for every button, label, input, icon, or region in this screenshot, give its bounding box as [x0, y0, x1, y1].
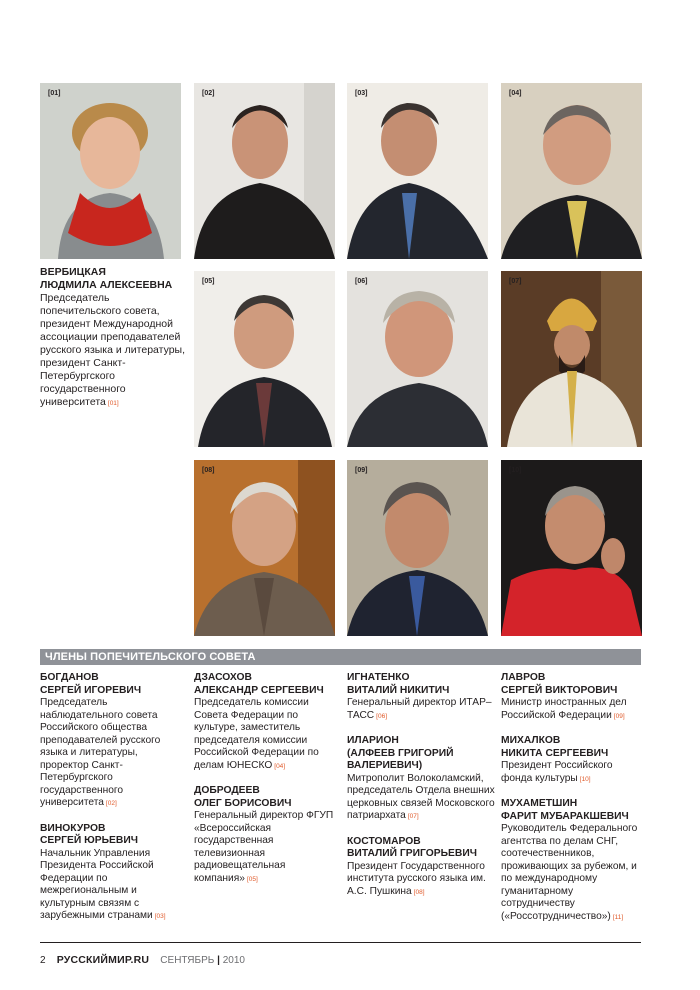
portrait-02-image: [194, 83, 335, 259]
member-given-name: СЕРГЕЙ ЮРЬЕВИЧ: [40, 835, 138, 846]
photo-number: [01]: [48, 90, 61, 97]
member-description: Руководитель Федерального агентства по делам СНГ, соотечественников, проживающих за рубежом, и по международному гуманитарному сотрудничеству («Россотрудничество») [11]: [501, 823, 638, 922]
issue-separator: |: [217, 955, 220, 966]
photo-number: [04]: [509, 90, 522, 97]
member-surname: ДЗАСОХОВ: [194, 672, 252, 683]
section-title: ЧЛЕНЫ ПОПЕЧИТЕЛЬСКОГО СОВЕТА: [40, 649, 641, 665]
member-entry: [40, 823, 188, 924]
member-entry: [501, 672, 643, 723]
issue-month: СЕНТЯБРЬ: [160, 955, 215, 966]
portrait-04-image: [501, 83, 642, 259]
magazine-logo: РУССКИЙМИР.RU: [56, 954, 150, 966]
member-entry: [347, 735, 495, 824]
photo-06: [347, 271, 488, 447]
portrait-07-image: [501, 271, 642, 447]
member-entry: [40, 672, 188, 811]
photo-reference: [04]: [274, 762, 286, 770]
photo-04: [501, 83, 642, 259]
photo-number: [05]: [202, 278, 215, 285]
member-description: Председатель комиссии Совета Федерации по культуре, заместитель председателя комиссии Российской Федерации по делам ЮНЕСКО [04]: [194, 697, 319, 771]
member-surname: ЛАВРОВ: [501, 672, 546, 683]
member-description: Министр иностранных дел Российской Федерации [09]: [501, 697, 627, 721]
member-column-2: [194, 672, 342, 898]
member-surname: ИЛАРИОН: [347, 735, 399, 746]
page-footer: [40, 954, 245, 966]
photo-08: [194, 460, 335, 636]
footer-divider: [40, 942, 641, 943]
member-entry: [347, 672, 495, 723]
member-entry: [194, 785, 342, 886]
photo-number: [10]: [509, 467, 522, 474]
featured-member: [40, 266, 185, 410]
member-surname: МУХАМЕТШИН: [501, 798, 578, 809]
member-description: Генеральный директор ИТАР–ТАСС [06]: [347, 697, 492, 721]
member-description: Председатель попечительского совета, президент Международной ассоциации преподавателей русского языка и литературы, президент Санкт-Петербургского государственного университета [01]: [40, 292, 186, 408]
photo-number: [09]: [355, 467, 368, 474]
member-surname: ИГНАТЕНКО: [347, 672, 410, 683]
photo-reference: [09]: [613, 712, 625, 720]
photo-number: [07]: [509, 278, 522, 285]
member-given-name: НИКИТА СЕРГЕЕВИЧ: [501, 747, 609, 759]
member-given-name: ЛЮДМИЛА АЛЕКСЕЕВНА: [40, 279, 173, 291]
member-description: Начальник Управления Президента Российской Федерации по межрегиональным и культурным связям с зарубежными странами [03]: [40, 847, 166, 921]
member-given-name: ФАРИТ МУБАРАКШЕВИЧ: [501, 810, 629, 822]
photo-02: [194, 83, 335, 259]
photo-number: [08]: [202, 467, 215, 474]
member-surname: ДОБРОДЕЕВ: [194, 785, 260, 796]
portrait-09-image: [347, 460, 488, 636]
photo-reference: [01]: [107, 400, 119, 407]
member-description: Митрополит Волоколамский, председатель Отдела внешних церковных связей Московского патриархата [07]: [347, 772, 495, 821]
member-entry: [347, 836, 495, 900]
member-column-1: [40, 672, 188, 936]
photo-10: [501, 460, 642, 636]
photo-03: [347, 83, 488, 259]
portrait-08-image: [194, 460, 335, 636]
member-description: Генеральный директор ФГУП «Всероссийская государственная телевизионная радиовещательная компания» [05]: [194, 810, 334, 884]
member-given-name: (АЛФЕЕВ ГРИГОРИЙ ВАЛЕРИЕВИЧ): [347, 747, 454, 771]
photo-reference: [03]: [154, 913, 166, 920]
member-column-4: [501, 672, 643, 936]
portrait-03-image: [347, 83, 488, 259]
member-given-name: СЕРГЕЙ ИГОРЕВИЧ: [40, 684, 142, 696]
portrait-10-image: [501, 460, 642, 636]
photo-reference: [06]: [376, 712, 388, 720]
member-description: Председатель наблюдательного совета Российского общества преподавателей русского языка и литературы, проректор Санкт-Петербургского государственного университета [02]: [40, 697, 161, 808]
member-entry: [501, 735, 643, 786]
photo-number: [06]: [355, 278, 368, 285]
photo-01: [40, 83, 181, 259]
member-entry: [194, 672, 342, 773]
photo-number: [02]: [202, 90, 215, 97]
member-entry: [501, 798, 643, 924]
member-column-3: [347, 672, 495, 911]
photo-reference: [10]: [579, 775, 591, 783]
photo-07: [501, 271, 642, 447]
member-surname: ВИНОКУРОВ: [40, 822, 106, 834]
photo-reference: [08]: [413, 888, 425, 896]
member-description: Президент Российского фонда культуры [10]: [501, 760, 613, 784]
portrait-01-image: [40, 83, 181, 259]
member-description: Президент Государственного института русского языка им. А.С. Пушкина [08]: [347, 860, 486, 897]
member-surname: КОСТОМАРОВ: [347, 835, 421, 847]
member-surname: МИХАЛКОВ: [501, 735, 561, 746]
member-given-name: ОЛЕГ БОРИСОВИЧ: [194, 797, 292, 809]
member-given-name: ВИТАЛИЙ ГРИГОРЬЕВИЧ: [347, 848, 477, 859]
member-surname: БОГДАНОВ: [40, 672, 99, 683]
member-given-name: СЕРГЕЙ ВИКТОРОВИЧ: [501, 684, 618, 696]
member-given-name: ВИТАЛИЙ НИКИТИЧ: [347, 684, 450, 696]
page-number: 2: [40, 955, 46, 966]
photo-reference: [07]: [407, 813, 419, 820]
photo-09: [347, 460, 488, 636]
portrait-06-image: [347, 271, 488, 447]
photo-05: [194, 271, 335, 447]
photo-reference: [05]: [246, 875, 258, 883]
member-surname: ВЕРБИЦКАЯ: [40, 266, 106, 278]
photo-number: [03]: [355, 90, 368, 97]
photo-reference: [11]: [612, 913, 624, 921]
photo-reference: [02]: [105, 800, 117, 807]
portrait-05-image: [194, 271, 335, 447]
issue-year: 2010: [222, 955, 245, 966]
member-given-name: АЛЕКСАНДР СЕРГЕЕВИЧ: [194, 684, 324, 696]
